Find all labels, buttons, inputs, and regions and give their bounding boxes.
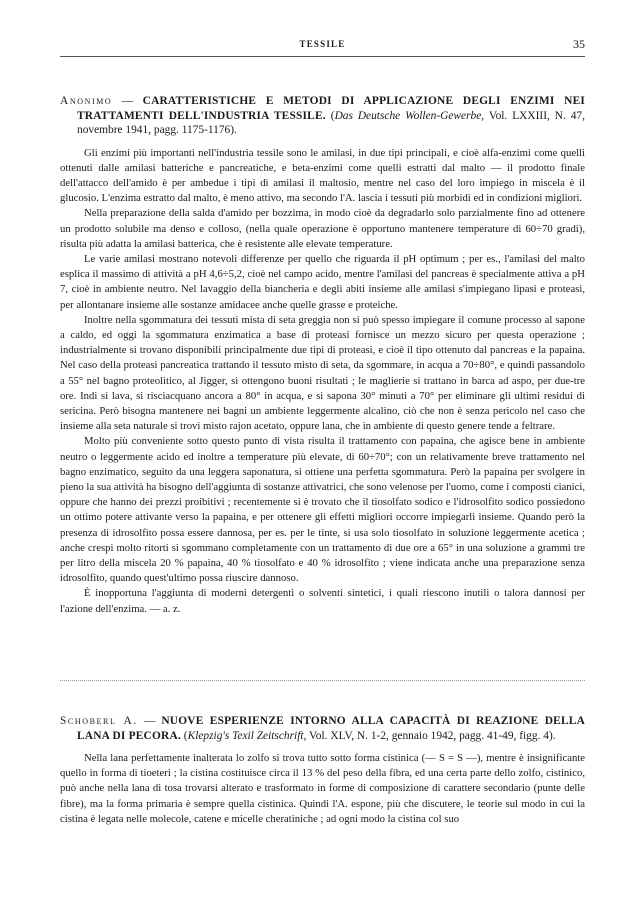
abstract-entry — [60, 94, 585, 617]
source-open: ( — [180, 729, 188, 742]
paragraph: Inoltre nella sgommatura dei tessuti mista di seta greggia non si può spesso impiegare il comune processo al sapone a caldo, ed oggi la sgommatura enzimatica a base di proteasi fornisce un mezzo sicuro per questa operazione ; industrialmente si trovano disponibili principalmente due tipi di proteasi, e cioè il tipo ottenuto dal pancreas e la papaina. Nel caso della proteasi pancreatica trattando il tessuto misto di seta, da sgommare, in acqua a 70÷80°, e quindi passandolo a 55° nel bagno proteolitico, al Jigger, si ottengono buoni risultati ; le maglierie si trattano in barca ad aspo, per due-tre ore. Indi si lava, si risciacquano ancora a 80° in acqua, e si sapona 30° minuti a 70° per eliminare gli ultimi residui di sericina. Però bisogna mantenere nei bagni un ambiente leggermente alcalino, ciò che non è senza pericolo nel caso che insieme alla seta naturale si trovi misto rajon acetato, oppure lana, che in ambiente di questo genere tende a feltrare. — [60, 313, 585, 433]
entry-body — [60, 751, 585, 827]
section-divider — [60, 680, 585, 681]
entry-heading — [60, 94, 585, 138]
paragraph: Nella preparazione della salda d'amido per bozzima, in modo cioè da degradarlo solo parzialmente fino ad ottenere un prodotto solubile ma denso e colloso, (nella quale operazione è opportuno mantenere temperature di 60÷70 gradi), risulta più adatta la amilasi batterica, che è resistente alle elevate temperature. — [60, 207, 585, 250]
entry-body — [60, 146, 585, 617]
paragraph: Molto più conveniente sotto questo punto di vista risulta il trattamento con papaina, che agisce bene in ambiente neutro o leggermente acido ed inoltre a temperature più elevate, di 60÷70°; con un relativamente breve trattamento nel bagno enzimatico, seguito da una leggera saponatura, si ottiene una perfetta sgommatura. Però la papaina per svolgere in pieno la sua attività ha bisogno dell'aggiunta di sostanze attivatrici, che sono velenose per l'uomo, come i composti cianici, oppure che hanno dei prezzi proibitivi ; recentemente si è trovato che il tiosolfato sodico e l'idrosolfito sodico possiedono un ottimo potere attivante verso la papaina, e per ottenere gli effetti migliori occorre impiegarli insieme. Quando però la presenza di idrosolfito possa essere dannosa, per es. per le tinte, si usa solo tiosolfato in soluzione leggermente acetica ; anche crespi molto ritorti si sgommano completamente con un trattamento di due ore a 65° in una soluzione a grammi tre per litro della miscela 20 % papaina, 40 % tiosolfato e 40 % idrosolfito ; viene indicata anche una preparazione senza idrosolfito, quando quest'ultimo possa riuscire dannoso. — [60, 435, 585, 585]
source-detail: Vol. LXXIII, N. 47, novembre 1941, pagg. 1175-1176). — [77, 109, 585, 136]
paragraph: Gli enzimi più importanti nell'industria tessile sono le amilasi, in due tipi principali, e cioè alfa-enzimi come quelli ottenuti dalle amilasi batteriche e pancreatiche, e beta-enzimi come quelli estratti dal malto — il prodotto finale dell'attacco dell'amido è per ambedue i tipi di amilasi il maltosio, mentre nel caso del loro impiego in miscela è il glucosio. L'enzima estratto dal malto, è meno attivo, ma secondo l'A. lascia i tessuti più morbidi ed in condizioni migliori. — [60, 146, 585, 205]
page-number: 35 — [573, 37, 585, 51]
author: Anonimo — [60, 95, 113, 107]
abstract-entry — [60, 714, 585, 827]
entry-title: CARATTERISTICHE E METODI DI APPLICAZIONE DEGLI ENZIMI NEI TRATTAMENTI DELL'INDUSTRIA TESSILE. — [77, 95, 586, 122]
entry-heading — [60, 714, 585, 743]
author: Schoberl A. — [60, 715, 138, 727]
entry-title: NUOVE ESPERIENZE INTORNO ALLA CAPACITÀ DI REAZIONE DELLA LANA DI PECORA. — [77, 715, 585, 742]
heading-dash: — — [112, 95, 143, 107]
paragraph: Nella lana perfettamente inalterata lo zolfo si trova tutto sotto forma cistinica (— S = S —), mentre è insignificante quello in forma di tioeteri ; la cistina costituisce circa il 13 % del peso della fibra, ed una certa parte dello zolfo, cistinico, può anche nella lana di tosa trovarsi alterato e trasformato in forme di composizione di carattere secondario (punte delle fibre), ma la forma primaria è sempre quella cistinica. Quindi l'A. espone, più che discutere, le teorie sul modo in cui la cistina è legata nelle molecole, catene e micelle cheratiniche ; ad ogni modo la cistina col suo — [60, 752, 585, 825]
running-title: TESSILE — [299, 39, 346, 49]
source-journal: Das Deutsche Wollen-Gewerbe, — [334, 109, 485, 122]
header-rule — [60, 56, 585, 57]
source-open: ( — [325, 109, 335, 122]
source-detail: Vol. XLV, N. 1-2, gennaio 1942, pagg. 41-49, figg. 4). — [306, 729, 556, 742]
paragraph: È inopportuna l'aggiunta di moderni detergenti o solventi sintetici, i quali riescono inutili o talora dannosi per l'azione dell'enzima. — a. z. — [60, 587, 585, 615]
paragraph: Le varie amilasi mostrano notevoli differenze per quello che riguarda il pH optimum ; per es., l'amilasi del malto esplica il massimo di attività a pH 4,6÷5,2, cioè nel campo acido, mentre l'amilasi del pancreas è specialmente attiva a pH 7, cioè in ambiente neutro. Nel lavaggio della biancheria e degli abiti insieme alle amilasi s'impiegano lipasi e proteasi, per allontanare insieme alle sostanze amidacee anche quelle grasse e proteiche. — [60, 252, 585, 311]
heading-dash: — — [137, 715, 162, 727]
source-journal: Klepzig's Texil Zeitschrift, — [187, 729, 307, 742]
running-header — [60, 37, 585, 53]
